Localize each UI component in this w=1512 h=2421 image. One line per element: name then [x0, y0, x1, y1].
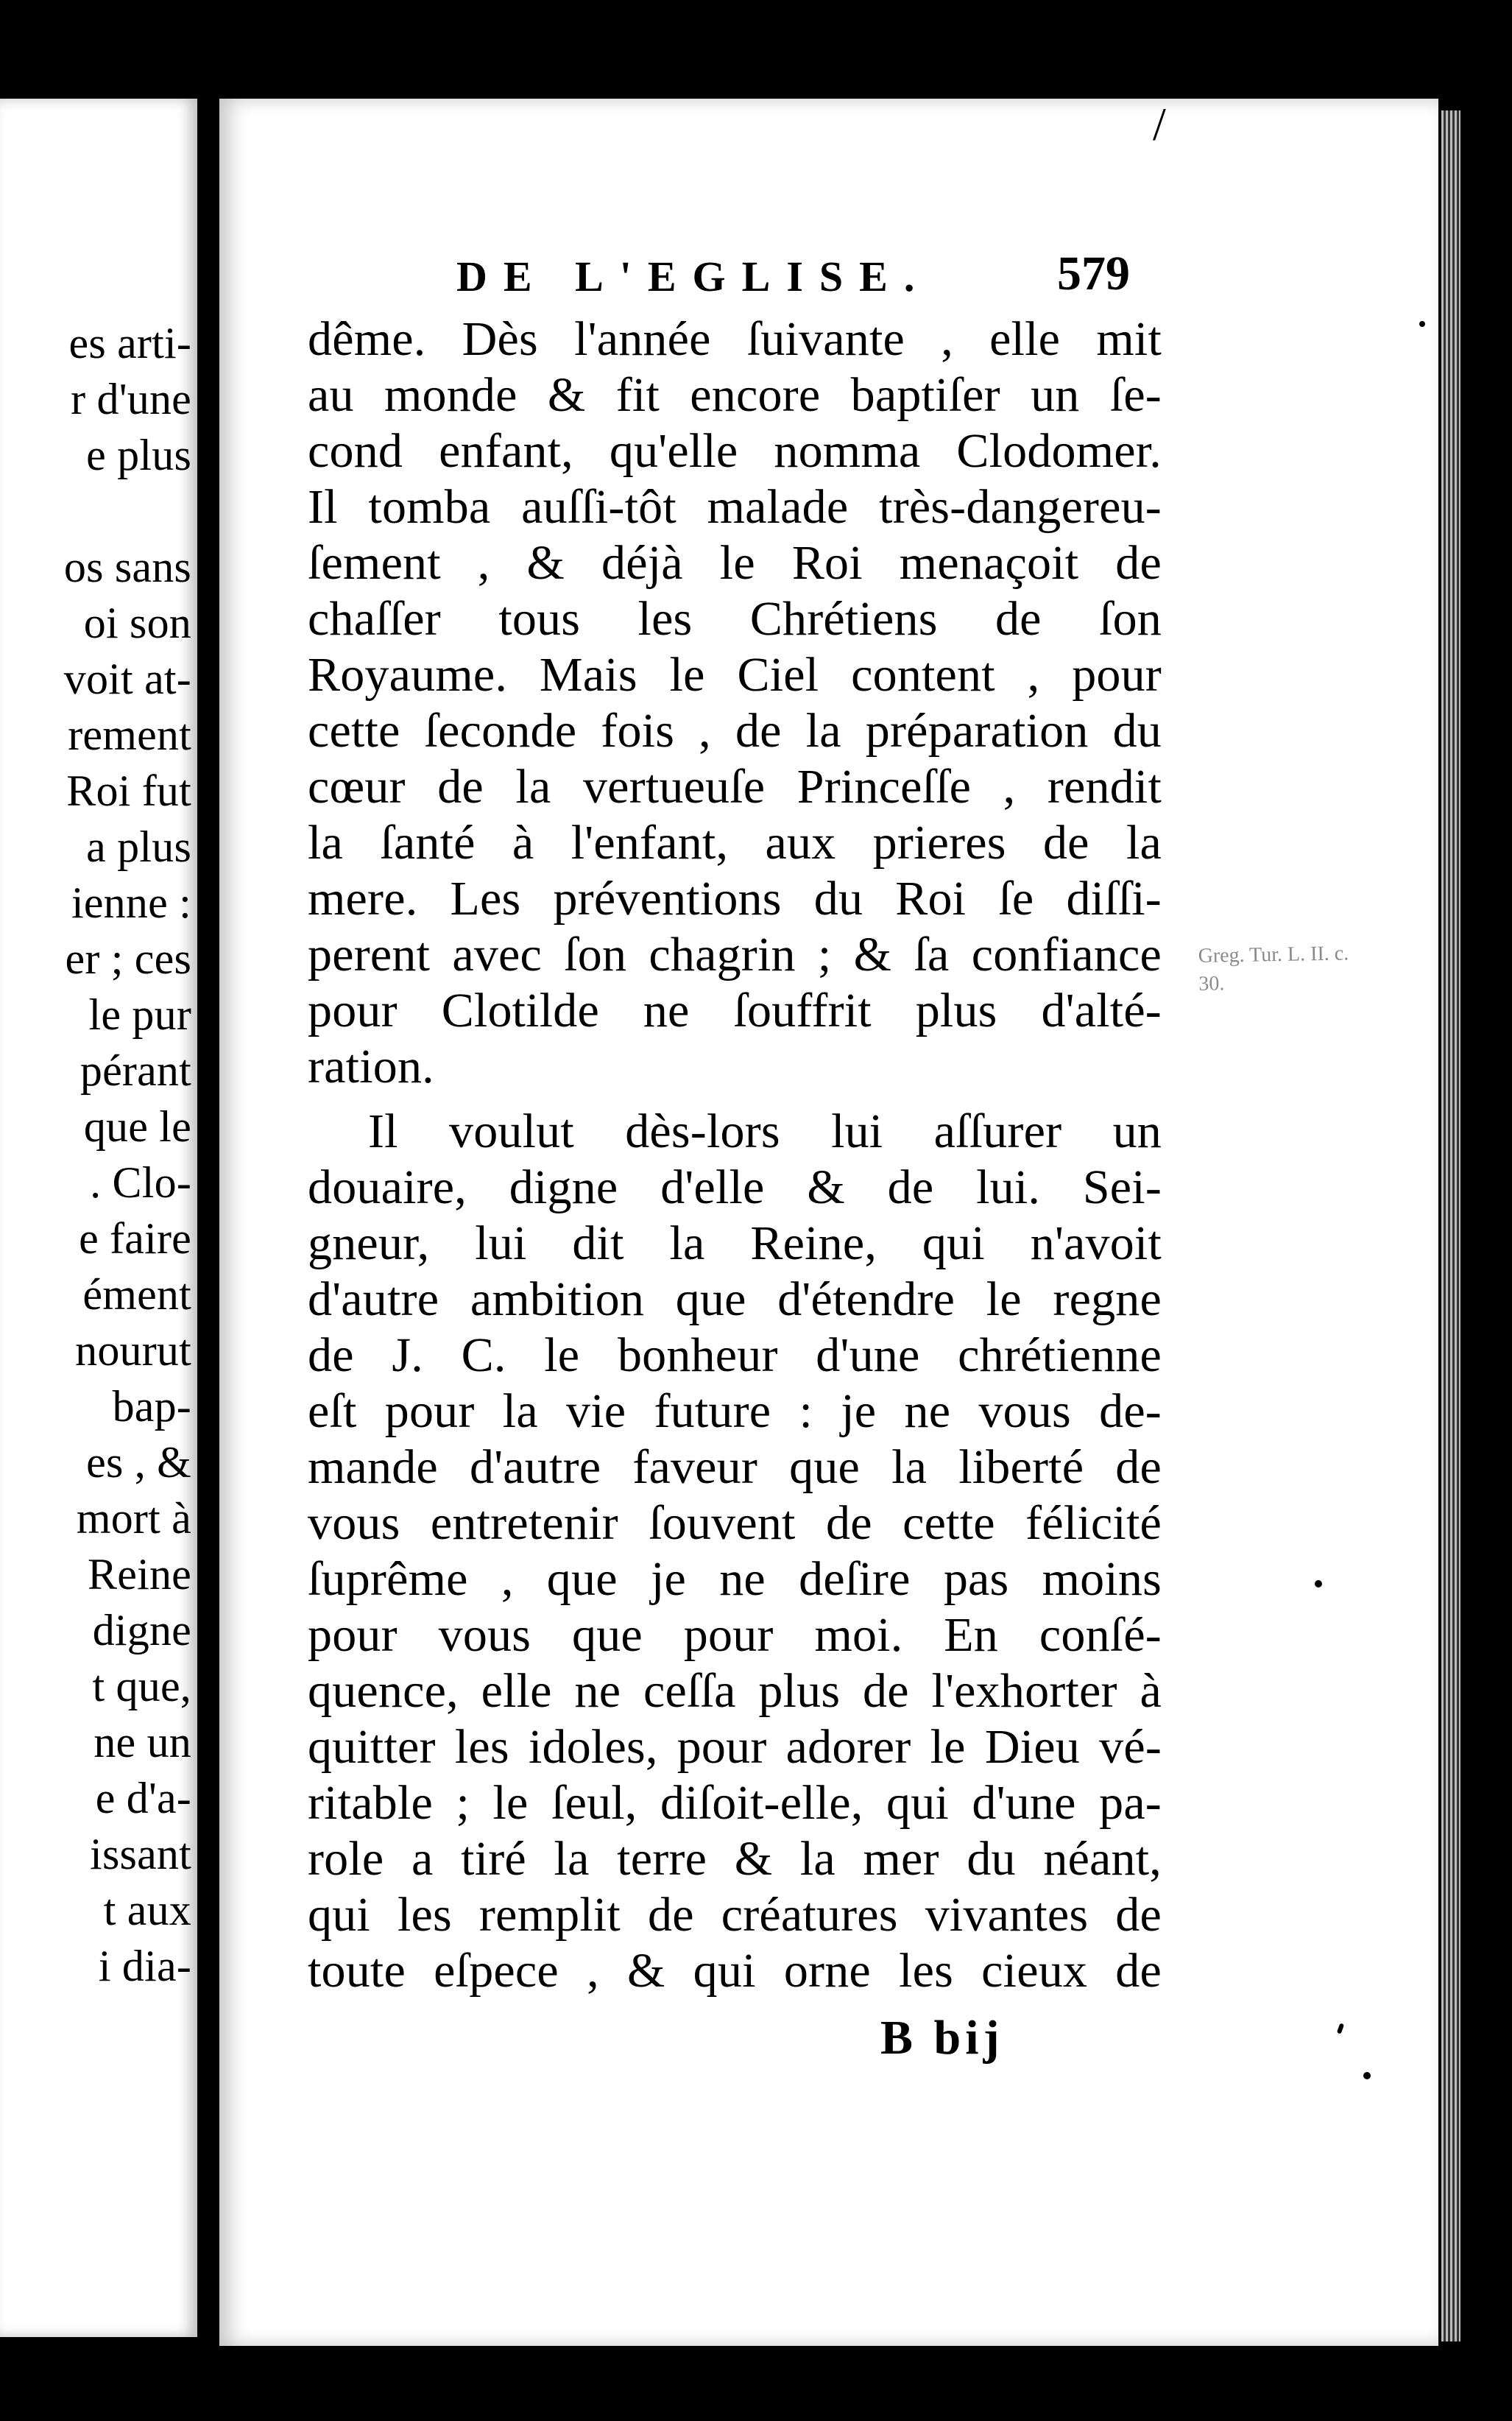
text-line: dême. Dès l'année ſuivante , elle mit: [308, 312, 1162, 366]
text-line: Royaume. Mais le Ciel content , pour: [308, 648, 1162, 702]
text-line: pour Clotilde ne ſouffrit plus d'alté-: [308, 984, 1162, 1037]
running-head: DE L'EGLISE.: [456, 253, 931, 300]
left-line: nourut: [75, 1326, 191, 1375]
text-line: ſuprême , que je ne deſire pas moins: [308, 1552, 1162, 1606]
text-line: d'autre ambition que d'étendre le regne: [308, 1272, 1162, 1326]
text-line: vous entretenir ſouvent de cette félicité: [308, 1496, 1162, 1550]
text-line: cœur de la vertueuſe Princeſſe , rendit: [308, 760, 1162, 814]
ink-speck: [1363, 2072, 1371, 2079]
left-line: t que,: [92, 1662, 191, 1710]
text-line: eſt pour la vie future : je ne vous de-: [308, 1384, 1162, 1438]
corner-mark: /: [1153, 98, 1166, 150]
left-line: voit at-: [63, 655, 191, 703]
left-line: bap-: [112, 1382, 191, 1431]
left-line: e faire: [79, 1214, 191, 1263]
text-line: cette ſeconde fois , de la préparation du: [308, 704, 1162, 758]
left-line: e plus: [86, 431, 191, 479]
left-page: [0, 99, 197, 2337]
text-line: quence, elle ne ceſſa plus de l'exhorter à: [308, 1664, 1162, 1718]
text-line: qui les remplit de créatures vivantes de: [308, 1888, 1162, 1942]
left-line: que le: [83, 1102, 191, 1151]
left-line: ienne :: [71, 878, 191, 927]
left-line: a plus: [86, 822, 191, 871]
left-line: i dia-: [98, 1942, 191, 1990]
signature-mark: B bij: [880, 2011, 1004, 2065]
left-line: es , &: [86, 1438, 191, 1487]
page-edge: [1441, 110, 1460, 2341]
left-line: Roi fut: [66, 767, 191, 815]
text-line: quitter les idoles, pour adorer le Dieu vé-: [308, 1720, 1162, 1774]
text-line: toute eſpece , & qui orne les cieux de: [308, 1944, 1162, 1998]
left-line: os sans: [63, 543, 191, 591]
text-line: mere. Les préventions du Roi ſe diſſi-: [308, 872, 1162, 926]
text-line: ritable ; le ſeul, diſoit-elle, qui d'une pa-: [308, 1776, 1162, 1830]
text-line: la ſanté à l'enfant, aux prieres de la: [308, 816, 1162, 870]
text-line: pour vous que pour moi. En conſé-: [308, 1608, 1162, 1662]
left-line: mort à: [76, 1494, 191, 1543]
left-line: ément: [82, 1270, 191, 1319]
page-number: 579: [1057, 247, 1130, 300]
text-line: chaſſer tous les Chrétiens de ſon: [308, 592, 1162, 646]
text-line: ſement , & déjà le Roi menaçoit de: [308, 536, 1162, 590]
left-line: r d'une: [71, 375, 191, 423]
text-line: au monde & fit encore baptiſer un ſe-: [308, 368, 1162, 422]
left-line: le pur: [88, 990, 191, 1039]
text-line: perent avec ſon chagrin ; & ſa confiance: [308, 928, 1162, 982]
left-line: Reine: [88, 1550, 191, 1599]
ink-speck: [1419, 321, 1425, 327]
left-line: ne un: [93, 1718, 191, 1766]
text-line: cond enfant, qu'elle nomma Clodomer.: [308, 424, 1162, 478]
text-line: mande d'autre faveur que la liberté de: [308, 1440, 1162, 1494]
left-line: oi son: [83, 599, 191, 647]
text-line: gneur, lui dit la Reine, qui n'avoit: [308, 1216, 1162, 1270]
text-line: douaire, digne d'elle & de lui. Sei-: [308, 1160, 1162, 1214]
ink-speck: [1315, 1580, 1322, 1587]
left-line: digne: [92, 1606, 191, 1654]
left-line: t aux: [103, 1886, 191, 1934]
left-line: pérant: [80, 1046, 191, 1095]
text-line: ration.: [308, 1040, 434, 1093]
left-line: issant: [90, 1830, 191, 1878]
margin-note: Greg. Tur. L. II. c. 30.: [1198, 942, 1349, 995]
text-line: role a tiré la terre & la mer du néant,: [308, 1832, 1162, 1886]
left-line: es arti-: [68, 319, 191, 367]
text-line: Il voulut dès-lors lui aſſurer un: [368, 1104, 1162, 1158]
text-line: de J. C. le bonheur d'une chrétienne: [308, 1328, 1162, 1382]
left-line: . Clo-: [90, 1158, 191, 1207]
left-line: rement: [68, 711, 191, 759]
text-line: Il tomba auſſi-tôt malade très-dangereu-: [308, 480, 1162, 534]
left-line: er ; ces: [65, 934, 191, 983]
left-line: e d'a-: [95, 1774, 191, 1822]
